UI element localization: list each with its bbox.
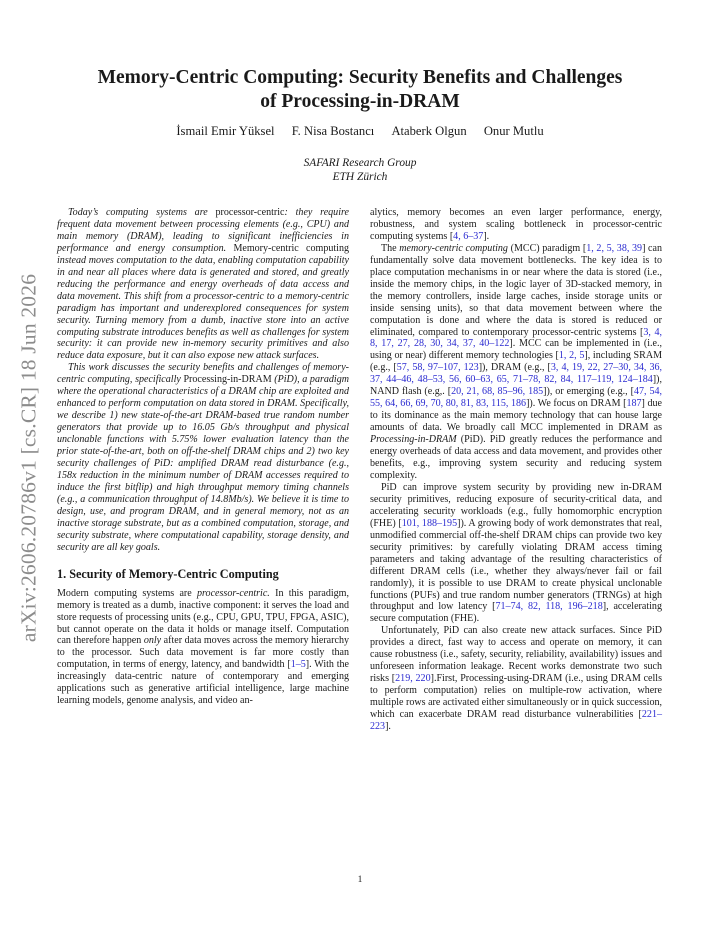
- section-heading: 1. Security of Memory-Centric Computing: [57, 566, 279, 581]
- citation-link[interactable]: 71–74, 82, 118, 196–218: [495, 601, 603, 613]
- body-paragraph-2: The memory-centric computing (MCC) paradigm [1, 2, 5, 38, 39] can fundamentally solve data movement bottlenecks. The key idea is to place computation mechanisms in or near where the data is stored (i.e., inside the memory chips, in the logic layer of 3D-stacked memory, in the memory controllers, inside large caches, inside storage units or inside sensing units), so that data movement between where the computation is done and where the data is stored is reduced or eliminated, compared to contemporary processor-centric systems [3, 4, 8, 17, 27, 28, 30, 34, 37, 40–122]. MCC can be implemented in (i.e., using or near) different memory technologies [1, 2, 5], including SRAM (e.g., [57, 58, 97–107, 123]), DRAM (e.g., [3, 4, 19, 22, 27–30, 34, 36, 37, 44–46, 48–53, 56, 60–63, 65, 71–78, 82, 84, 117–119, 124–184]), NAND flash (e.g,. [20, 21, 68, 85–96, 185]), or emerging (e.g., [47, 54, 55, 64, 66, 69, 70, 80, 81, 83, 115, 186]). We focus on DRAM [187] due to its dominance as the main memory technology that can house large amounts of data. We broadly call MCC implemented in DRAM as Processing-in-DRAM (PiD). PiD greatly reduces the performance and energy overheads of data access and data movement, and provides other benefits, e.g., improving system security and reducing system complexity.: [370, 242, 663, 481]
- emphasized-text: only: [143, 635, 162, 647]
- body-paragraph-1-continued: alytics, memory becomes an even larger performance, energy, robustness, and system scaling bottleneck in processor-centric computing systems [4, 6–37].: [370, 207, 662, 242]
- right-column: [370, 207, 662, 733]
- citation-link[interactable]: 1, 2, 5, 38, 39: [586, 242, 643, 254]
- author: İsmail Emir Yüksel: [176, 124, 275, 138]
- abstract-paragraph-1: Today’s computing systems are processor-centric: they require frequent data movement between processing elements (e.g., CPU) and main memory (DRAM), leading to significant inefficiencies in performance and energy consumption. Memory-centric computing instead moves computation to the data, enabling computation capability in and near all places where data is generated and stored, and greatly reducing the performance and energy overheads of data access and data movement. This shift from a processor-centric to a memory-centric paradigm has important and underexplored consequences for system security. Turning memory from a dumb, inactive store into an active computing substrate introduces benefits as well as challenges for system security: it can provide new in-memory security primitives and also reduce data exposure, but it can also expose new attack surfaces.: [57, 207, 350, 362]
- affiliation: [60, 156, 660, 184]
- author: Onur Mutlu: [483, 124, 544, 138]
- emphasized-text: Memory-centric computing: [233, 242, 350, 254]
- body-paragraph-1: Modern computing systems are processor-centric. In this paradigm, memory is treated as a dumb, inactive component: it serves the load and store requests of processing units (e.g., CPU, GPU, TPU, FPGA, ASIC), but cannot operate on the data it holds or manage itself. Computation can therefore happen only after data moves across the memory hierarchy to the processor. Such data movement is far more costly than computation, in terms of energy, latency, and bandwidth [1–5]. With the increasingly data-centric nature of contemporary and emerging applications such as generative artificial intelligence, large machine learning models, genome analysis, and video an-: [57, 587, 349, 707]
- left-column: [57, 207, 349, 707]
- citation-link[interactable]: 20, 21, 68, 85–96, 185: [451, 386, 544, 398]
- citation-link[interactable]: 219, 220: [395, 673, 431, 685]
- arxiv-identifier: arXiv:2606.20786v1 [cs.CR] 18 Jun 2026: [16, 273, 41, 643]
- citation-link[interactable]: 221–223: [370, 709, 662, 732]
- citation-link[interactable]: 47, 54, 55, 64, 66, 69, 70, 80, 81, 83, 115, 186: [370, 386, 663, 410]
- citation-link[interactable]: 1–5: [290, 659, 306, 671]
- citation-link[interactable]: 187: [626, 398, 642, 410]
- abstract-paragraph-2: This work discusses the security benefits and challenges of memory-centric computing, specifically Processing-in-DRAM (PiD), a paradigm where the operational characteristics of a DRAM chip are exploited and enhanced to perform computation on data stored in DRAM. Specifically, we describe 1) new state-of-the-art DRAM-based true random number generators that provide up to 16.05 Gb/s throughput and physical unclonable functions with 5.75% lower evaluation latency than the prior state-of-the-art, both on off-the-shelf DRAM chips and 2) two key security challenges of PiD: amplified DRAM read disturbance (e.g., 158x reduction in the minimum number of DRAM accesses required to induce the first bitflip) and high throughput memory timing channels (e.g., a communication throughput of 14.8Mb/s). We believe it is time to design, use, and program DRAM, and in general memory, not as an inactive storage substrate, but as a combined computation, storage, and security substrate, where computational capability, storage density, and security are all key goals.: [57, 362, 349, 553]
- author: F. Nisa Bostancı: [291, 124, 375, 138]
- citation-link[interactable]: 57, 58, 97–107, 123: [396, 362, 479, 374]
- affiliation-group: SAFARI Research Group: [303, 157, 417, 169]
- author: Ataberk Olgun: [391, 124, 467, 138]
- emphasized-text: processor-centric: [215, 207, 285, 218]
- citation-link[interactable]: 3, 4, 19, 22, 27–30, 34, 36, 37, 44–46, 48–53, 56, 60–63, 65, 71–78, 82, 84, 117–119, 124–184: [370, 362, 663, 386]
- title-line-2: of Processing-in-DRAM: [260, 91, 460, 112]
- citation-link[interactable]: 3, 4, 8, 17, 27, 28, 30, 34, 37, 40–122: [370, 326, 662, 350]
- emphasized-text: Processing-in-DRAM: [370, 434, 457, 446]
- citation-link[interactable]: 101, 188–195: [401, 517, 458, 529]
- body-paragraph-4: Unfortunately, PiD can also create new attack surfaces. Since PiD provides a direct, fast way to access and operate on memory, it can cause robustness (i.e., safety, security, reliability, availability) issues and unforeseen information leakage. Recent works demonstrate two such risks [219, 220].First, Processing-using-DRAM (i.e., using DRAM cells to perform computation) relies on multiple-row activation, where multiple rows are activated either simultaneously or in quick succession, which can exacerbate DRAM read disturbance vulnerabilities [221–223].: [370, 625, 662, 732]
- page-number: 1: [357, 875, 363, 885]
- body-paragraph-3: PiD can improve system security by providing new in-DRAM security primitives, reducing exposure of security-critical data, and accelerating security workloads (e.g., fully homomorphic encryption (FHE) [101, 188–195]). A growing body of work demonstrates that real, unmodified commercial off-the-shelf DRAM chips can provide two key security primitives: by carefully violating DRAM access timing parameters and taking advantage of the resulting characteristics of different DRAM cells (i.e., whether they always/never fail or fail randomly), it is possible to use DRAM to create physical unclonable functions (PUFs) and true random number generators (TRNGs) at high throughput and low latency [71–74, 82, 118, 196–218], accelerating secure computation (FHE).: [370, 481, 663, 625]
- citation-link[interactable]: 1, 2, 5: [558, 350, 585, 362]
- arxiv-stamp: [16, 238, 42, 678]
- emphasized-text: memory-centric computing: [399, 242, 508, 254]
- citation-link[interactable]: 4, 6–37: [453, 230, 484, 242]
- title-line-1: Memory-Centric Computing: Security Benefits and Challenges: [97, 67, 623, 88]
- affiliation-institution: ETH Zürich: [332, 171, 388, 183]
- emphasized-text: processor-centric.: [197, 587, 270, 599]
- emphasized-text: Processing-in-DRAM: [183, 374, 272, 386]
- author-list: [60, 124, 660, 139]
- paper-title: [60, 66, 660, 114]
